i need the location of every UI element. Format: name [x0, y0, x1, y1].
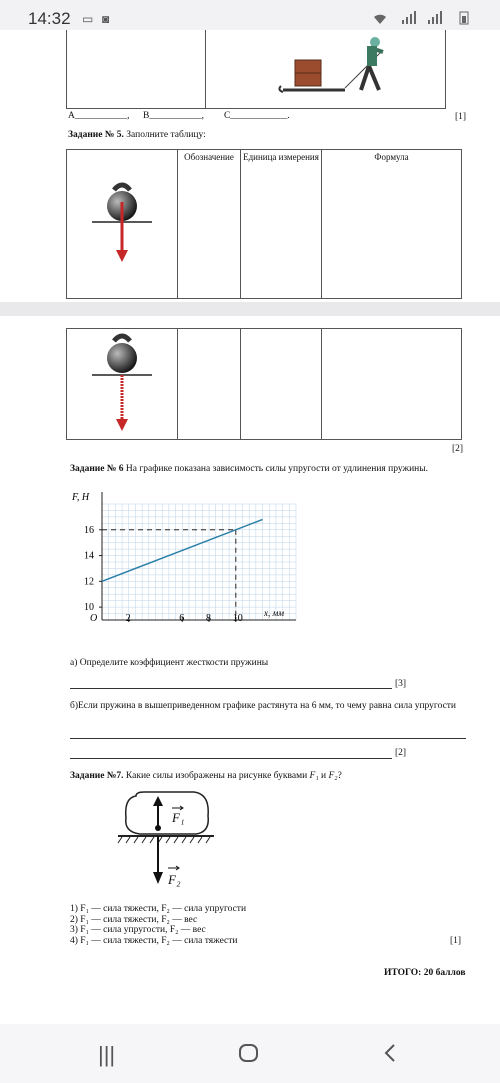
wifi-signal-battery-icon: [366, 10, 486, 26]
header-unit: Единица измерения: [241, 150, 322, 299]
x-axis-label: x, мм: [264, 608, 284, 619]
task4-answer-c: C____________.: [224, 111, 290, 121]
home-icon[interactable]: [238, 1042, 260, 1070]
header-designation: Обозначение: [178, 150, 241, 299]
option-1[interactable]: 1) F₁ — сила тяжести, F₂ — сила упругости: [70, 904, 247, 914]
elastic-force-chart: [66, 486, 306, 642]
y-tick-label: 16: [84, 524, 94, 536]
task6-b-points: [2]: [395, 748, 407, 758]
camera-icon: ◙: [102, 12, 110, 26]
f1-label: F₁: [172, 810, 185, 825]
force-diagram: [116, 788, 216, 892]
x-tick-label: 6: [179, 613, 185, 624]
signal-icons: [366, 10, 486, 29]
sled-pulling-illustration: [273, 32, 423, 100]
back-icon[interactable]: [382, 1042, 398, 1070]
f2-label: F₂: [168, 872, 181, 887]
task6-question-b: б)Если пружина в вышеприведенном графике растянута на 6 мм, то чему равна сила упругости: [70, 701, 457, 711]
task7-options: [70, 904, 246, 946]
header-formula: Формула: [322, 150, 462, 299]
screen-icon: ▭: [82, 12, 94, 26]
answer-line-b1[interactable]: [70, 738, 466, 739]
total-score: ИТОГО: 20 баллов: [384, 968, 466, 978]
navigation-bar: [0, 1024, 500, 1083]
task6-question-a: а) Определите коэффициент жесткости пружины: [70, 658, 269, 668]
x-tick-label: 10: [232, 613, 243, 624]
kettlebell-gravity-icon: [92, 180, 152, 270]
task6-heading: Задание № 6 На графике показана зависимость силы упругости от удлинения пружины.: [70, 464, 428, 474]
table-cell-image: [67, 150, 178, 299]
origin-label: О: [90, 613, 98, 624]
task6-a-points: [3]: [395, 679, 407, 689]
option-4[interactable]: 4) F₁ — сила тяжести, F₂ — сила тяжести: [70, 935, 238, 946]
y-axis-label: F, Н: [72, 492, 90, 503]
x-tick-label: 2: [125, 613, 131, 624]
y-tick-label: 12: [84, 576, 94, 588]
recent-apps-icon[interactable]: |||: [98, 1042, 116, 1067]
table-cell-image: [67, 329, 178, 440]
task4-answer-b: B___________,: [143, 111, 204, 121]
task5-table: [66, 149, 462, 299]
x-tick-label: 8: [206, 613, 212, 624]
kettlebell-weight-icon: [92, 331, 152, 435]
task4-picture-table: [66, 30, 446, 109]
task5-table-continued: [66, 328, 462, 440]
status-time: 14:32: [28, 9, 71, 28]
answer-line-b2[interactable]: [70, 758, 392, 759]
document-page-1: [0, 30, 500, 302]
document-page-2: [0, 316, 500, 1024]
task7-points: [1]: [450, 936, 462, 946]
task7-heading: Задание №7. Какие силы изображены на рисунке буквами F₁ и F₂?: [70, 771, 342, 781]
y-tick-label: 10: [84, 602, 94, 614]
option-2[interactable]: 2) F₁ — сила тяжести, F₂ — вес: [70, 914, 198, 925]
task4-points: [1]: [455, 112, 467, 122]
option-3[interactable]: 3) F₁ — сила упругости, F₂ — вес: [70, 925, 206, 935]
y-tick-label: 14: [84, 550, 94, 562]
answer-line-a[interactable]: [70, 688, 392, 689]
task5-heading: Задание № 5. Заполните таблицу:: [68, 130, 206, 140]
task5-points: [2]: [452, 444, 464, 454]
task4-answer-a: A___________,: [68, 111, 130, 121]
